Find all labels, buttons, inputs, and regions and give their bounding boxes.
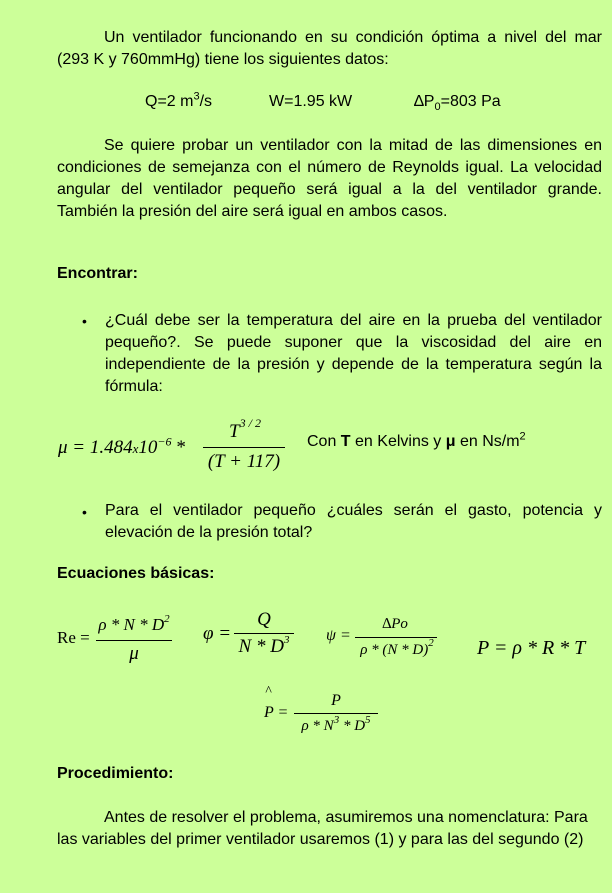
delta-symbol: ∆P (414, 93, 435, 110)
reynolds-numerator (94, 615, 174, 635)
psi-den-text: ρ * (N * D) (360, 642, 429, 658)
bullet-2: • (82, 504, 87, 520)
viscosity-star: * (175, 437, 185, 458)
viscosity-lhs (58, 434, 185, 459)
phat-den-exp1: 3 (333, 714, 340, 726)
phat-den-exp2: 5 (365, 714, 371, 726)
procedure-heading: Procedimiento: (57, 765, 174, 782)
phat-den-a: ρ * N (301, 718, 334, 734)
psi-denominator (353, 637, 441, 659)
intro-paragraph: Un ventilador funcionando en su condición óptima a nivel del mar (293 K y 760mmHg) tiene los siguientes datos: (57, 29, 602, 68)
find-item-1: ¿Cuál debe ser la temperatura del aire en la prueba del ventilador pequeño?. Se puede suponer que la viscosidad del aire en independiente de la presión y depende de la temperatura según la fórmula: (105, 312, 602, 395)
data-power: W=1.95 kW (269, 93, 353, 110)
phat-numerator: P (331, 692, 341, 709)
equations-heading: Ecuaciones básicas: (57, 565, 215, 582)
reynolds-bar (96, 640, 172, 641)
psi-den-exp: 2 (428, 637, 434, 649)
psi-bar (355, 637, 437, 638)
find-heading: Encontrar: (57, 265, 138, 282)
problem-paragraph: Se quiere probar un ventilador con la mitad de las dimensiones en condiciones de semejanza con el número de Reynolds igual. La velocidad angular del ventilador pequeño será igual a la del ventilador grande. También la presión del aire será igual en ambos casos. (57, 137, 602, 220)
phi-lhs: φ = (203, 623, 232, 644)
procedure-paragraph: Antes de resolver el problema, asumiremos una nomenclatura: Para las variables del primer ventilador usaremos (1) y para las del segundo (2) (57, 809, 588, 848)
phi-den-exp: 3 (283, 634, 290, 646)
data-pressure (414, 93, 501, 114)
phat-den-b: * D (339, 718, 366, 734)
pressure-sub: 0 (434, 101, 441, 114)
phi-den-text: N * D (238, 636, 284, 657)
viscosity-x: x (132, 441, 139, 456)
viscosity-note (307, 430, 526, 451)
phi-numerator: Q (257, 609, 271, 630)
phat-hat: ^ (265, 684, 271, 699)
psi-lhs: ψ = (326, 627, 351, 644)
find-item-2: Para el ventilador pequeño ¿cuáles serán el gasto, potencia y elevación de la presión total? (105, 502, 602, 541)
viscosity-numerator (205, 416, 285, 443)
viscosity-mu: μ = 1.484 (58, 437, 133, 458)
note-T: T (340, 433, 351, 450)
viscosity-denominator: (T + 117) (207, 451, 281, 472)
note-pre: Con (307, 433, 341, 450)
flow-unit: /s (199, 93, 213, 110)
phat-denominator (290, 714, 382, 735)
gas-law: P = ρ * R * T (477, 637, 586, 659)
phat-lhs: P = (264, 704, 289, 721)
bullet-1: • (82, 313, 87, 329)
viscosity-fraction-bar (203, 447, 285, 448)
reynolds-lhs: Re = (57, 628, 90, 647)
flow-label: Q=2 m (145, 93, 194, 110)
note-exp: 2 (519, 430, 526, 443)
reynolds-denominator: μ (129, 643, 139, 664)
psi-numerator: ∆Po (382, 616, 408, 632)
data-flow (145, 90, 213, 111)
pressure-value: =803 Pa (440, 93, 501, 110)
note-mu: μ (445, 433, 456, 450)
note-mid: en Kelvins y (350, 433, 446, 450)
flow-exp: 3 (193, 90, 200, 103)
note-post: en Ns/m (455, 433, 520, 450)
phi-denominator (232, 636, 296, 658)
viscosity-T: T (229, 421, 240, 442)
viscosity-ten: 10 (138, 437, 158, 458)
reynolds-num-text: ρ * N * D (98, 615, 165, 634)
viscosity-exp: −6 (157, 434, 172, 449)
reynolds-num-exp: 2 (164, 613, 170, 625)
viscosity-T-exp: 3 / 2 (239, 416, 261, 430)
